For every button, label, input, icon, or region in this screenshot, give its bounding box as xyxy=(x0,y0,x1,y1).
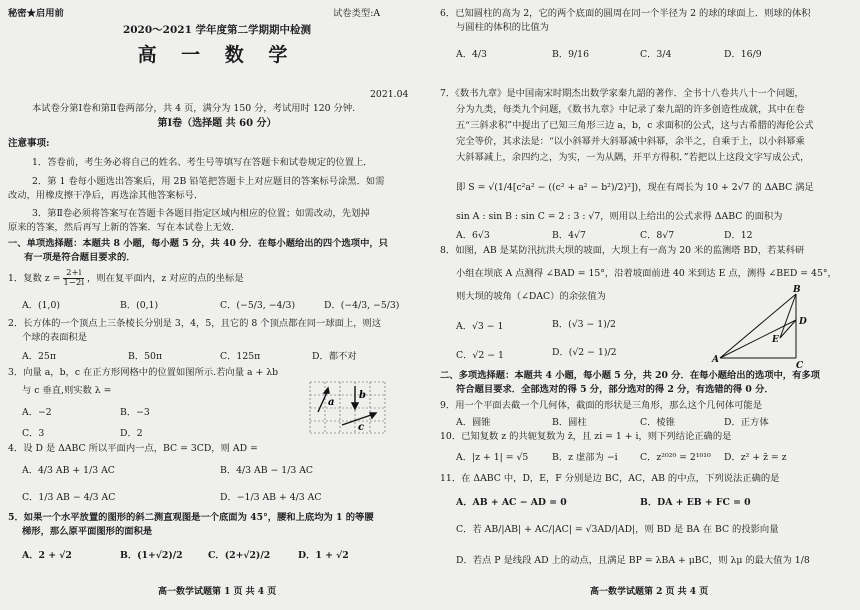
q1-option-a[interactable]: A．(1,0) xyxy=(22,300,61,311)
section2-l2: 符合题目要求．全部选对的得 5 分，部分选对的得 2 分，有选错的得 0 分． xyxy=(456,384,774,395)
paper-type: 试卷类型:A xyxy=(333,8,381,19)
section1-l2: 有一项是符合题目要求的． xyxy=(24,252,136,263)
q2-option-d[interactable]: D．都不对 xyxy=(312,351,357,362)
q7-formula: 即 S = √(1/4[c²a² − ((c² + a² − b²)/2)²])，现在有周长为 10 + 2√7 的 ΔABC 满足 xyxy=(456,182,814,193)
q10-option-a[interactable]: A．|z + 1| = √5 xyxy=(456,452,529,463)
q11-option-b[interactable]: B．DA + EB + FC = 0 xyxy=(640,497,751,508)
q7-option-c[interactable]: C．8√7 xyxy=(640,230,675,241)
q7-l4: 完全等价，其求法是：“以小斜幂并大斜幂减中斜幂，余半之，自乘于上，以小斜幂乘 xyxy=(456,136,805,147)
q11-option-a[interactable]: A．AB + AC − AD = 0 xyxy=(456,497,567,508)
q3-l2: 与 c 垂直,则实数 λ = xyxy=(22,385,112,396)
q4-option-b[interactable]: B．4/3 AB − 1/3 AC xyxy=(220,465,314,476)
q9-option-d[interactable]: D．正方体 xyxy=(724,417,769,428)
year-line: 2020～2021 学年度第二学期期中检测 xyxy=(122,24,312,36)
q2-option-a[interactable]: A．25π xyxy=(22,351,56,362)
q1-option-c[interactable]: C．(−5/3, −4/3) xyxy=(220,300,296,311)
page-title: 高 一 数 学 xyxy=(137,44,297,66)
q3-label-b: b xyxy=(359,390,366,401)
q7-l5: 大斜幂减上，余四约之，为实，一为从隅，开平方得积．”若把以上这段文字写成公式， xyxy=(456,152,810,163)
intro-text: 本试卷分第Ⅰ卷和第Ⅱ卷两部分，共 4 页，满分为 150 分，考试用时 120 分钟. xyxy=(32,103,356,114)
q3-vector-grid-figure xyxy=(308,380,388,435)
q5-l1: 5．如果一个水平放置的图形的斜二测直观图是一个底面为 45°，腰和上底均为 1 的等腰 xyxy=(8,512,374,523)
q5-option-b[interactable]: B．(1+√2)/2 xyxy=(120,550,183,561)
q5-option-c[interactable]: C．(2+√2)/2 xyxy=(208,550,271,561)
q6-option-a[interactable]: A．4/3 xyxy=(456,49,487,60)
q8-option-d[interactable]: D．(√2 − 1)/2 xyxy=(552,347,617,358)
q8-label-e: E xyxy=(772,335,779,345)
q2-l2: 个球的表面积是 xyxy=(22,332,88,343)
q3-option-d[interactable]: D．2 xyxy=(120,428,143,439)
q8-l1: 8．如图，AB 是某防汛抗洪大坝的坡面，大坝上有一高为 20 米的监测塔 BD，若某科研 xyxy=(440,245,805,256)
q11-option-c[interactable]: C．若 AB/|AB| + AC/|AC| = √3AD/|AD|，则 BD 是 BA 在 BC 的投影向量 xyxy=(456,524,779,535)
q7-option-d[interactable]: D．12 xyxy=(724,230,753,241)
q11-option-d[interactable]: D．若点 P 是线段 AD 上的动点，且满足 BP = λBA + μBC，则 λμ 的最大值为 1/8 xyxy=(456,555,810,566)
page-footer-right: 高一数学试题第 2 页 共 4 页 xyxy=(590,587,709,597)
note-2a: 2．第 1 卷每小题选出答案后，用 2B 铅笔把答题卡上对应题目的答案标号涂黑．如需 xyxy=(32,176,385,187)
q10-option-b[interactable]: B．z 虚部为 −i xyxy=(552,452,618,463)
section1-l1: 一、单项选择题：本题共 8 小题，每小题 5 分，共 40 分．在每小题给出的四个选项中，只 xyxy=(8,238,388,249)
q3-option-a[interactable]: A．−2 xyxy=(22,407,52,418)
q7-l1: 7．《数书九章》是中国南宋时期杰出数学家秦九韶的著作．全书十八卷共八十一个问题， xyxy=(440,88,804,99)
q1-stem: 1．复数 z = $\frac{2+i}{1-2i}$ ，则在复平面内，z 对应的点的坐标是 xyxy=(8,268,244,288)
q10-l1: 10．已知复数 z 的共轭复数为 z̄，且 zi = 1 + i，则下列结论正确的是 xyxy=(440,431,732,442)
q8-label-c: C xyxy=(796,361,804,370)
q9-l1: 9．用一个平面去截一个几何体，截面的形状是三角形，那么这个几何体可能是 xyxy=(440,400,763,411)
q7-option-b[interactable]: B．4√7 xyxy=(552,230,586,241)
q6-option-c[interactable]: C．3/4 xyxy=(640,49,672,60)
q4-option-c[interactable]: C．1/3 AB − 4/3 AC xyxy=(22,492,116,503)
q7-l2: 分为九类，每类九个问题，《数书九章》中记录了秦九韶的许多创造性成就，其中在卷 xyxy=(456,104,805,115)
q7-l7: sin A : sin B : sin C = 2 : 3 : √7，则用以上给出的公式求得 ΔABC 的面积为 xyxy=(456,211,783,222)
q4-option-d[interactable]: D．−1/3 AB + 4/3 AC xyxy=(220,492,322,503)
q10-option-c[interactable]: C．z²⁰²⁰ = 2¹⁰¹⁰ xyxy=(640,452,711,463)
q8-option-c[interactable]: C．√2 − 1 xyxy=(456,350,504,361)
q3-label-c: c xyxy=(358,422,365,433)
q9-option-a[interactable]: A．圆锥 xyxy=(456,417,491,428)
page-2 xyxy=(440,0,858,610)
part1-title: 第Ⅰ卷（选择题 共 60 分） xyxy=(157,118,277,129)
q7-option-a[interactable]: A．6√3 xyxy=(456,230,490,241)
q5-l2: 梯形，那么原平面图形的面积是 xyxy=(22,526,153,537)
section2-l1: 二、多项选择题：本题共 4 小题，每小题 5 分，共 20 分．在每小题给出的选项中，有多项 xyxy=(440,370,820,381)
q10-option-d[interactable]: D．z² + z̄ = z xyxy=(724,452,787,463)
q8-label-a: A xyxy=(712,355,719,365)
q3-option-b[interactable]: B．−3 xyxy=(120,407,150,418)
q8-label-b: B xyxy=(793,285,801,295)
page-1 xyxy=(8,0,426,610)
q2-l1: 2．长方体的一个顶点上三条棱长分别是 3，4，5，且它的 8 个顶点都在同一球面上，则这 xyxy=(8,318,382,329)
q3-option-c[interactable]: C．3 xyxy=(22,428,45,439)
q8-option-a[interactable]: A．√3 − 1 xyxy=(456,321,504,332)
q4-l1: 4．设 D 是 ΔABC 所以平面内一点，BC = 3CD，则 AD = xyxy=(8,443,258,454)
note-2b: 改动，用橡皮擦干净后，再选涂其他答案标号． xyxy=(8,190,204,201)
q2-option-b[interactable]: B．50π xyxy=(128,351,163,362)
q3-l1: 3．向量 a，b，c 在正方形网格中的位置如图所示.若向量 a + λb xyxy=(8,367,279,378)
q6-l2: 与圆柱的体积的比值为 xyxy=(456,22,549,33)
q11-l1: 11．在 ΔABC 中，D，E，F 分别是边 BC，AC，AB 的中点，下列说法正确的是 xyxy=(440,473,780,484)
q2-option-c[interactable]: C．125π xyxy=(220,351,261,362)
q8-dam-figure xyxy=(710,282,810,370)
q8-option-b[interactable]: B．(√3 − 1)/2 xyxy=(552,319,616,330)
exam-date: 2021.04 xyxy=(370,89,409,100)
q4-option-a[interactable]: A．4/3 AB + 1/3 AC xyxy=(22,465,115,476)
q5-option-a[interactable]: A．2 + √2 xyxy=(22,550,72,561)
q8-label-d: D xyxy=(799,317,807,327)
q1-option-d[interactable]: D．(−4/3, −5/3) xyxy=(324,300,400,311)
q6-option-d[interactable]: D．16/9 xyxy=(724,49,762,60)
q9-option-b[interactable]: B．圆柱 xyxy=(552,417,587,428)
notes-title: 注意事项: xyxy=(8,138,50,149)
q6-option-b[interactable]: B．9/16 xyxy=(552,49,590,60)
q9-option-c[interactable]: C．棱锥 xyxy=(640,417,676,428)
q7-l3: 五“三斜求积”中提出了已知三角形三边 a，b，c 求面积的公式，这与古希腊的海伦公式 xyxy=(456,120,814,131)
q6-l1: 6．已知圆柱的高为 2，它的两个底面的圆周在同一个半径为 2 的球的球面上．则球的体积 xyxy=(440,8,811,19)
secret-label: 秘密★启用前 xyxy=(8,8,64,19)
q3-label-a: a xyxy=(328,397,335,408)
note-3a: 3．第Ⅱ卷必须将答案写在答题卡各题目指定区域内相应的位置；如需改动，先划掉 xyxy=(32,208,370,219)
q8-l3: 则大坝的坡角（∠DAC）的余弦值为 xyxy=(456,291,606,302)
page-footer-left: 高一数学试题第 1 页 共 4 页 xyxy=(158,587,277,597)
q5-option-d[interactable]: D．1 + √2 xyxy=(298,550,349,561)
note-3b: 原来的答案，然后再写上新的答案．写在本试卷上无效． xyxy=(8,222,241,233)
note-1: 1．答卷前，考生务必将自己的姓名、考生号等填写在答题卡和试卷规定的位置上． xyxy=(32,157,373,168)
q8-l2: 小组在坝底 A 点测得 ∠BAD = 15°，沿着坡面前进 40 米到达 E 点，测得 ∠BED = 45°， xyxy=(456,268,837,279)
q1-option-b[interactable]: B．(0,1) xyxy=(120,300,159,311)
